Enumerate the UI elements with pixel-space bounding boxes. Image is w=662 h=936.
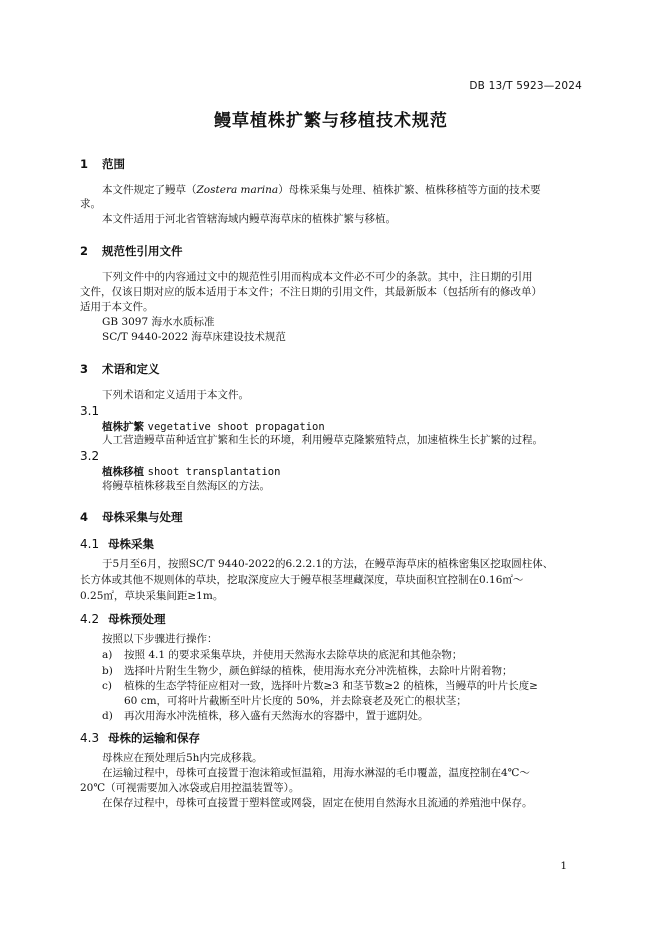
paragraph-continuation: 适用于本文件。	[80, 301, 154, 313]
paragraph-continuation: 求。	[80, 198, 101, 210]
document-title: 鳗草植株扩繁与移植技术规范	[214, 111, 448, 131]
paragraph-continuation: 长方体或其他不规则体的草块，挖取深度应大于鳗草根茎埋藏深度，草块面积宜控制在0.16㎡～	[80, 574, 524, 586]
list-marker: d)	[102, 710, 113, 722]
subsection-number: 4.1	[80, 537, 100, 551]
page-number: 1	[560, 860, 567, 872]
section-4-heading	[80, 509, 183, 525]
list-text: 选择叶片附生生物少，颜色鲜绿的植株，使用海水充分冲洗植株，去除叶片附着物；	[124, 665, 513, 677]
reference-sct9440: SC/T 9440-2022 海草床建设技术规范	[102, 331, 286, 343]
paragraph-continuation: 20℃（可视需要加入冰袋或启用控温装置等）。	[80, 782, 300, 794]
list-marker: c)	[102, 680, 112, 692]
term-3-1-number	[80, 404, 108, 418]
paragraph: 下列文件中的内容通过文中的规范性引用而构成本文件必不可少的条款。其中，注日期的引用	[102, 271, 533, 283]
list-item-continuation	[102, 693, 467, 708]
list-marker: a)	[102, 649, 113, 661]
text-run: ）母株采集与处理、植株扩繁、植株移植等方面的技术要	[278, 184, 541, 196]
section-2-heading	[80, 243, 183, 259]
paragraph: 本文件适用于河北省管辖海域内鳗草海草床的植株扩繁与移植。	[102, 213, 396, 225]
subsection-4-1-heading	[80, 536, 154, 552]
term-3-2-number	[80, 449, 108, 463]
term-zh: 植株移植	[102, 466, 144, 478]
term-3-2	[102, 464, 280, 479]
list-item	[102, 663, 513, 678]
paragraph: 于5月至6月，按照SC/T 9440-2022的6.2.2.1的方法，在鳗草海草床的植株密集区挖取圆柱体、	[102, 558, 554, 570]
term-definition: 人工营造鳗草苗种适宜扩繁和生长的环境，利用鳗草克隆繁殖特点，加速植株生长扩繁的过程。	[102, 434, 543, 446]
list-item	[102, 647, 462, 662]
section-title: 术语和定义	[102, 362, 160, 376]
list-text: 60 cm，可将叶片截断至叶片长度的 50%，并去除衰老及死亡的根状茎；	[124, 695, 467, 707]
term-zh: 植株扩繁	[102, 421, 144, 433]
paragraph: 下列术语和定义适用于本文件。	[102, 389, 249, 401]
section-number: 2	[80, 244, 89, 258]
list-text: 再次用海水冲洗植株，移入盛有天然海水的容器中，置于遮阴处。	[124, 710, 429, 722]
list-text: 植株的生态学特征应相对一致，选择叶片数≥3 和茎节数≥2 的植株，当鳗草的叶片长度≥	[124, 680, 538, 692]
list-item	[102, 708, 429, 723]
paragraph: 在保存过程中，母株可直接置于塑料筐或网袋，固定在使用自然海水且流通的养殖池中保存。	[102, 797, 533, 809]
paragraph-continuation: 文件，仅该日期对应的版本适用于本文件；不注日期的引用文件，其最新版本（包括所有的修改单）	[80, 286, 542, 298]
term-en: shoot transplantation	[147, 466, 281, 478]
section-number: 3	[80, 362, 89, 376]
subsection-number: 4.3	[80, 731, 100, 745]
paragraph	[102, 183, 541, 198]
term-number: 3.1	[80, 404, 100, 418]
subsection-4-2-heading	[80, 611, 166, 627]
term-number: 3.2	[80, 449, 100, 463]
paragraph: 按照以下步骤进行操作：	[102, 633, 218, 645]
section-number: 4	[80, 510, 89, 524]
section-1-heading	[80, 156, 125, 172]
subsection-4-3-heading	[80, 730, 200, 746]
term-en: vegetative shoot propagation	[147, 421, 325, 433]
latin-name: Zostera marina	[196, 184, 279, 196]
section-number: 1	[80, 157, 89, 171]
subsection-number: 4.2	[80, 612, 100, 626]
paragraph: 母株应在预处理后5h内完成移栽。	[102, 752, 263, 764]
subsection-title: 母株预处理	[108, 612, 166, 626]
term-3-1	[102, 419, 325, 434]
section-3-heading	[80, 361, 160, 377]
paragraph-continuation: 0.25㎡，草块采集间距≥1m。	[80, 590, 224, 602]
standard-number: DB 13/T 5923—2024	[469, 80, 582, 92]
section-title: 范围	[102, 157, 125, 171]
list-text: 按照 4.1 的要求采集草块，并使用天然海水去除草块的底泥和其他杂物；	[124, 649, 463, 661]
term-definition: 将鳗草植株移栽至自然海区的方法。	[102, 480, 270, 492]
text-run: 本文件规定了鳗草（	[102, 184, 197, 196]
section-title: 规范性引用文件	[102, 244, 183, 258]
subsection-title: 母株的运输和保存	[108, 731, 200, 745]
list-marker: b)	[102, 665, 113, 677]
paragraph: 在运输过程中，母株可直接置于泡沫箱或恒温箱，用海水淋湿的毛巾覆盖，温度控制在4℃～	[102, 767, 530, 779]
section-title: 母株采集与处理	[102, 510, 183, 524]
subsection-title: 母株采集	[108, 537, 154, 551]
list-item	[102, 678, 538, 693]
reference-gb3097: GB 3097 海水水质标准	[102, 316, 215, 328]
